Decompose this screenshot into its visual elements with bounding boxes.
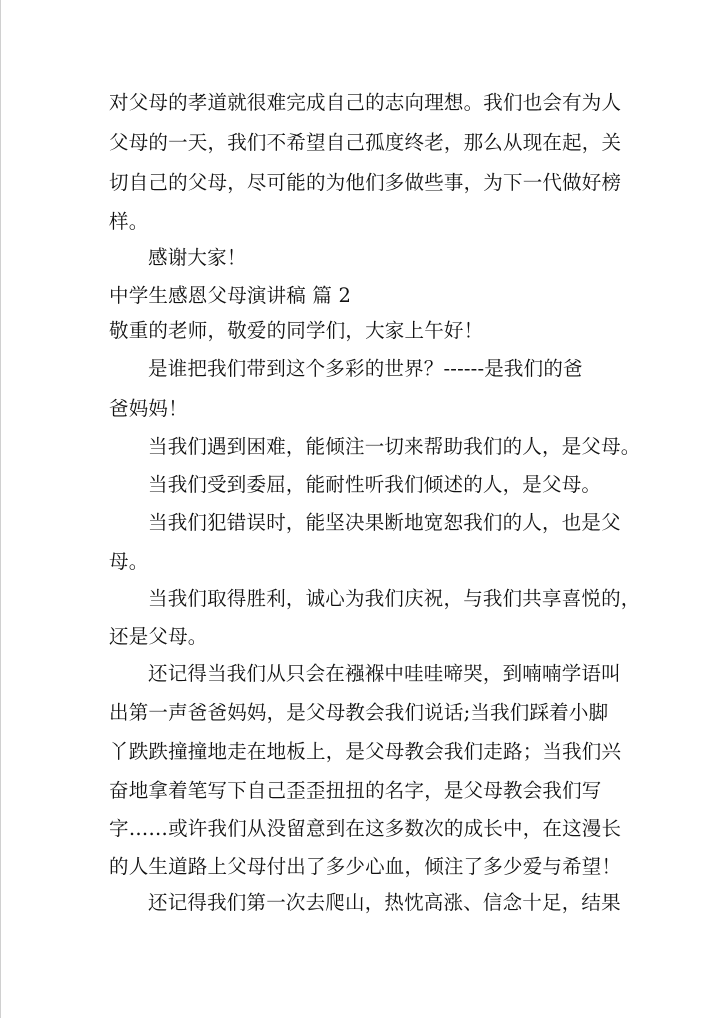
text-line: 母。 [109,550,149,573]
text-line: 爸妈妈！ [109,397,188,420]
text-line: 丫跌跌撞撞地走在地板上，是父母教会我们走路；当我们兴 [109,740,622,763]
text-line: 还是父母。 [109,625,208,648]
text-line: 切自己的父母，尽可能的为他们多做些事，为下一代做好榜 [109,171,622,194]
text-line: 的人生道路上父母付出了多少心血，倾注了多少爱与希望！ [109,855,622,878]
text-line: 父母的一天，我们不希望自己孤度终老，那么从现在起，关 [109,131,622,154]
section-heading: 中学生感恩父母演讲稿 篇 2 [109,284,352,307]
text-line: 样。 [109,210,149,233]
text-line: 奋地拿着笔写下自己歪歪扭扭的名字，是父母教会我们写 [109,779,602,802]
text-line: 当我们取得胜利，诚心为我们庆祝，与我们共享喜悦的， [148,587,641,610]
text-line: 还记得当我们从只会在襁褓中哇哇啼哭，到喃喃学语叫 [148,662,621,685]
text-line: 感谢大家！ [148,246,247,269]
text-line: 是谁把我们带到这个多彩的世界？------是我们的爸 [148,357,583,380]
text-line: 出第一声爸爸妈妈，是父母教会我们说话;当我们踩着小脚 [109,701,609,724]
text-line: 对父母的孝道就很难完成自己的志向理想。我们也会有为人 [109,91,622,114]
text-line: 当我们受到委屈，能耐性听我们倾述的人，是父母。 [148,473,602,496]
text-line: 还记得我们第一次去爬山，热忱高涨、信念十足，结果 [148,891,621,914]
text-line: 当我们遇到困难，能倾注一切来帮助我们的人，是父母。 [148,435,641,458]
text-line: 敬重的老师，敬爱的同学们，大家上午好！ [109,319,484,342]
text-line: 当我们犯错误时，能坚决果断地宽恕我们的人，也是父 [148,511,621,534]
text-line: 字……或许我们从没留意到在这多数次的成长中，在这漫长 [109,817,622,840]
